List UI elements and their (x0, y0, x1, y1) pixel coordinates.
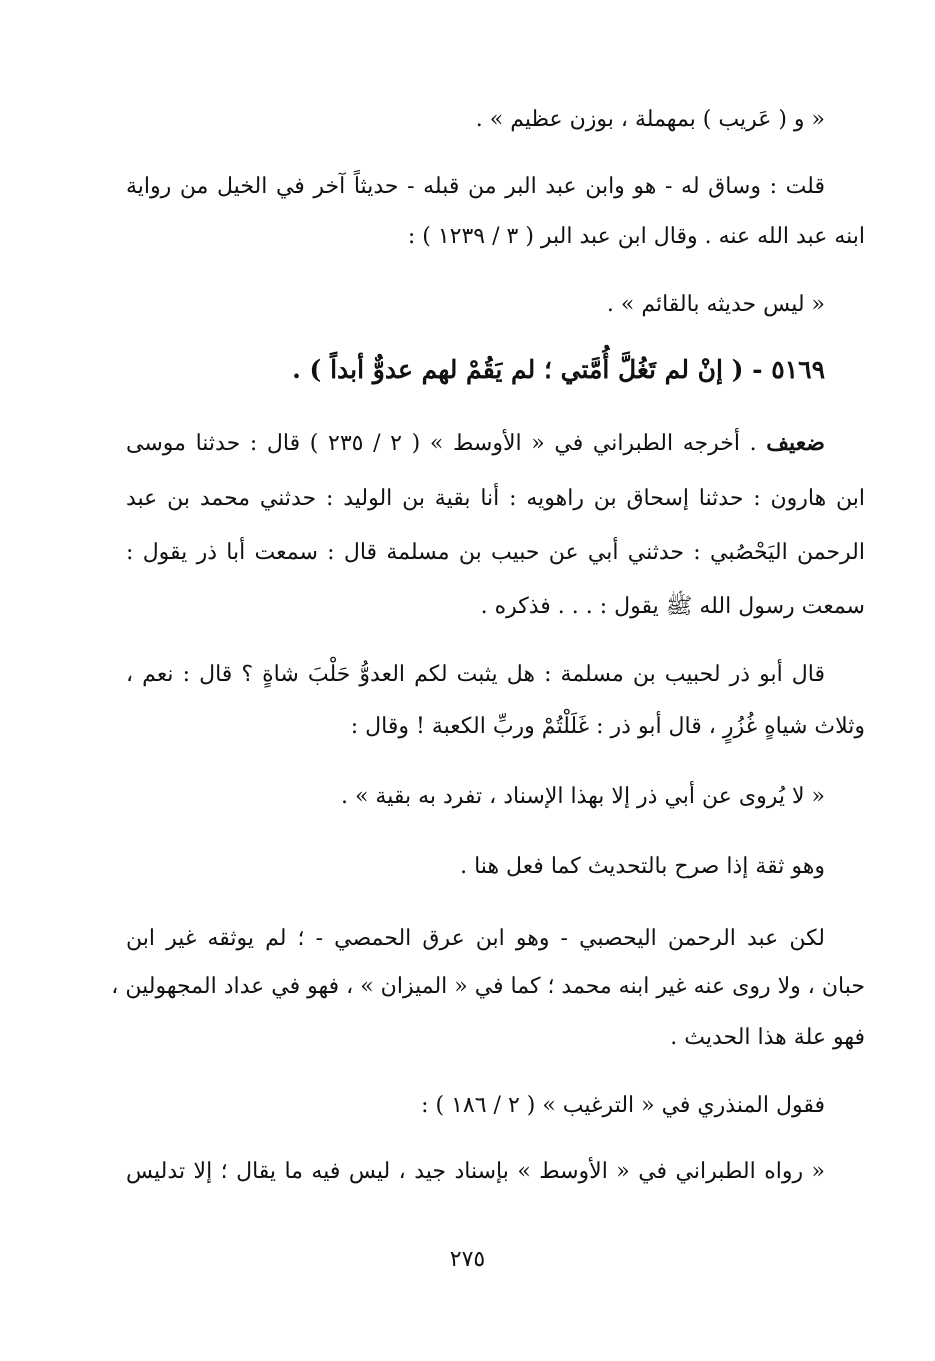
text-line: « لا يُروى عن أبي ذر إلا بهذا الإسناد ، تفرد به بقية » . (340, 784, 825, 809)
text-line: سمعت رسول الله ﷺ يقول : . . . فذكره . (480, 594, 865, 619)
text-line: وثلاث شياهٍ غُزُرٍ ، قال أبو ذر : غَلَلْتُمْ وربِّ الكعبة ! وقال : (350, 714, 865, 739)
text-line: « ليس حديثه بالقائم » . (606, 292, 825, 317)
text-line: فقول المنذري في « الترغيب » ( ٢ / ١٨٦ ) : (421, 1093, 825, 1118)
text-line: الرحمن اليَحْصُبي : حدثني أبي عن حبيب بن مسلمة قال : سمعت أبا ذر يقول : (126, 540, 865, 565)
text-line: وهو ثقة إذا صرح بالتحديث كما فعل هنا . (460, 854, 825, 879)
text-line: فهو علة هذا الحديث . (670, 1025, 865, 1050)
text-line (126, 428, 825, 459)
text-line: ابنه عبد الله عنه . وقال ابن عبد البر ( ٣ / ١٢٣٩ ) : (407, 224, 865, 249)
text-line: حبان ، ولا روى عنه غير ابنه محمد ؛ كما في « الميزان » ، فهو في عداد المجهولين ، (111, 974, 865, 999)
text-line: « رواه الطبراني في « الأوسط » بإسناد جيد ، ليس فيه ما يقال ؛ إلا تدليس (126, 1159, 825, 1184)
text-segment: . أخرجه الطبراني في « الأوسط » ( ٢ / ٢٣٥ ) قال : حدثنا موسى (126, 431, 757, 456)
text-line: ابن هارون : حدثنا إسحاق بن راهويه : أنا بقية بن الوليد : حدثني محمد بن عبد (126, 486, 865, 511)
text-line: لكن عبد الرحمن اليحصبي - وهو ابن عرق الحمصي - ؛ لم يوثقه غير ابن (126, 926, 825, 951)
page-number: ٢٧٥ (449, 1247, 486, 1272)
text-line: قلت : وساق له - هو وابن عبد البر من قبله - حديثاً آخر في الخيل من رواية (126, 174, 825, 199)
grading-label: ضعيف (766, 430, 825, 456)
text-line: قال أبو ذر لحبيب بن مسلمة : هل يثبت لكم العدوُّ حَلْبَ شاةٍ ؟ قال : نعم ، (126, 662, 825, 687)
hadith-heading: ٥١٦٩ - ( إنْ لم تَغُلَّ أُمَّتي ؛ لم يَقُمْ لهم عدوٌّ أبداً ) . (292, 355, 825, 384)
text-line: « و ( عَريب ) بمهملة ، بوزن عظيم » . (475, 107, 825, 132)
